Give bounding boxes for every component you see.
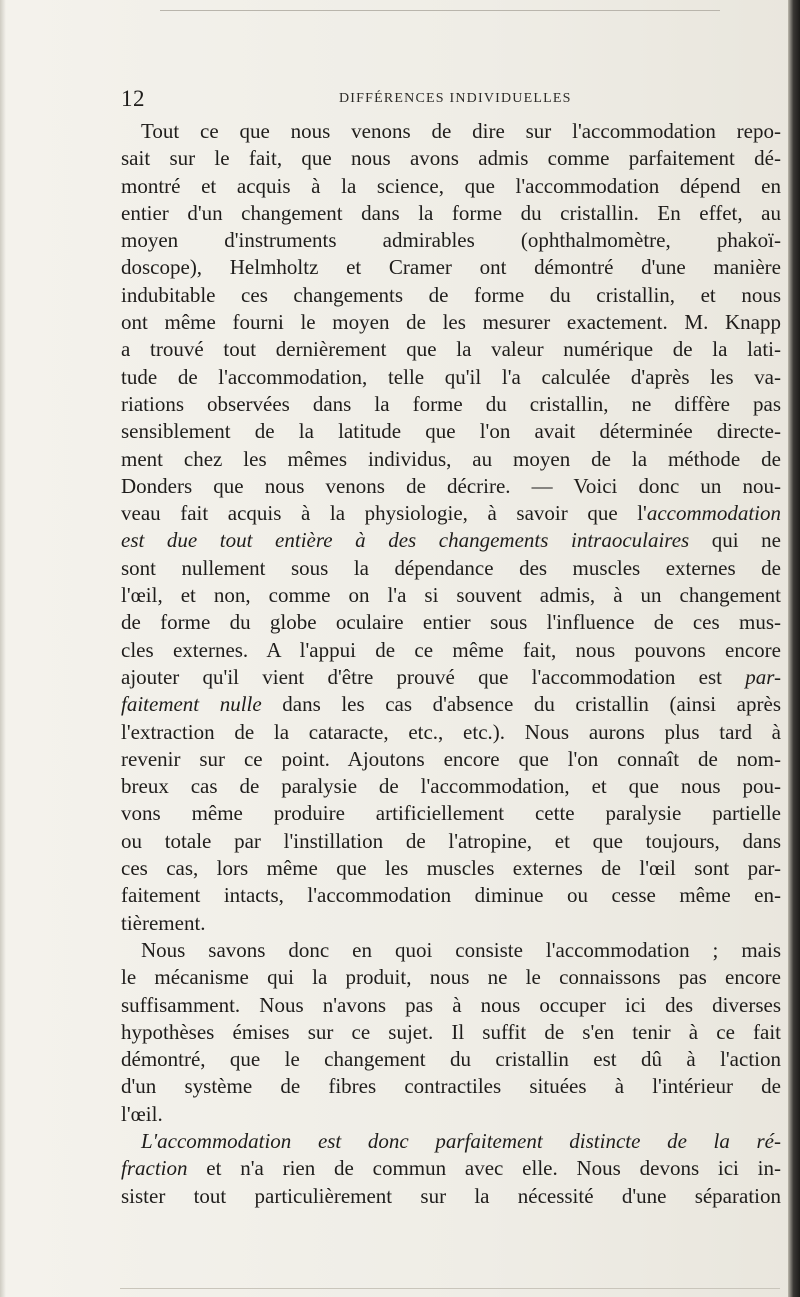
text-line: l'œil.	[121, 1101, 163, 1126]
text-line	[121, 691, 781, 718]
text-line: cles externes. A l'appui de ce même fait, nous pouvons encore	[121, 637, 781, 662]
text-line: doscope), Helmholtz et Cramer ont démontré d'une manière	[121, 255, 781, 280]
text-line: sait sur le fait, que nous avons admis comme parfaitement dé-	[121, 146, 781, 171]
book-binding-edge	[788, 0, 800, 1297]
text-line: ont même fourni le moyen de les mesurer exactement. M. Knapp	[121, 310, 781, 335]
text-line: a trouvé tout dernièrement que la valeur numérique de la lati-	[121, 337, 781, 362]
page-number: 12	[121, 86, 145, 111]
text-line: indubitable ces changements de forme du cristallin, et nous	[121, 282, 781, 307]
text-line: faitement intacts, l'accommodation diminue ou cesse même en-	[121, 883, 781, 908]
text-line: hypothèses émises sur ce sujet. Il suffit de s'en tenir à ce fait	[121, 1019, 781, 1044]
text-line: de forme du globe oculaire entier sous l'influence de ces mus-	[121, 610, 781, 635]
text-line: sont nullement sous la dépendance des muscles externes de	[121, 555, 781, 580]
text-line: ces cas, lors même que les muscles externes de l'œil sont par-	[121, 856, 781, 881]
text-line: l'extraction de la cataracte, etc., etc.). Nous aurons plus tard à	[121, 719, 781, 744]
text-line: ment chez les mêmes individus, au moyen de la méthode de	[121, 446, 781, 471]
text-segment: ajouter qu'il vient d'être prouvé que l'accommodation est	[121, 664, 746, 689]
italic-phrase: L'accommodation est donc parfaitement distincte de la ré-	[141, 1128, 781, 1153]
text-segment: qui ne	[689, 528, 781, 553]
text-line: tude de l'accommodation, telle qu'il l'a calculée d'après les va-	[121, 364, 781, 389]
bottom-rule	[120, 1288, 780, 1289]
text-segment: veau fait acquis à la physiologie, à savoir que l'	[121, 501, 647, 526]
text-line	[121, 1155, 781, 1182]
text-line: sensiblement de la latitude que l'on avait déterminée directe-	[121, 419, 781, 444]
text-line: moyen d'instruments admirables (ophthalmomètre, phakoï-	[121, 228, 781, 253]
text-line: suffisamment. Nous n'avons pas à nous occuper ici des diverses	[121, 992, 781, 1017]
text-line: vons même produire artificiellement cette paralysie partielle	[121, 801, 781, 826]
text-line: montré et acquis à la science, que l'accommodation dépend en	[121, 173, 781, 198]
text-line: sister tout particulièrement sur la nécessité d'une séparation	[121, 1183, 781, 1208]
body-text	[121, 118, 781, 1210]
italic-phrase: fraction	[121, 1156, 188, 1181]
text-line	[121, 500, 781, 527]
text-line: Nous savons donc en quoi consiste l'accommodation ; mais	[141, 937, 781, 962]
text-line: Tout ce que nous venons de dire sur l'accommodation repo-	[141, 119, 781, 143]
text-line	[121, 527, 781, 554]
text-line: riations observées dans la forme du cristallin, ne diffère pas	[121, 391, 781, 416]
text-line	[121, 664, 781, 691]
text-line: d'un système de fibres contractiles situées à l'intérieur de	[121, 1074, 781, 1099]
text-line: ou totale par l'instillation de l'atropine, et que toujours, dans	[121, 828, 781, 853]
text-line: entier d'un changement dans la forme du cristallin. En effet, au	[121, 200, 781, 225]
text-line: le mécanisme qui la produit, nous ne le connaissons pas encore	[121, 965, 781, 990]
text-line: revenir sur ce point. Ajoutons encore que l'on connaît de nom-	[121, 746, 781, 771]
running-title: DIFFÉRENCES INDIVIDUELLES	[339, 91, 572, 106]
italic-phrase: accommodation	[646, 501, 781, 526]
text-line: l'œil, et non, comme on l'a si souvent admis, à un changement	[121, 583, 781, 608]
text-line: tièrement.	[121, 910, 206, 935]
text-line: démontré, que le changement du cristallin est dû à l'action	[121, 1047, 781, 1072]
text-segment: dans les cas d'absence du cristallin (ainsi après	[261, 692, 781, 717]
top-rule	[160, 10, 720, 11]
text-segment: et n'a rien de commun avec elle. Nous devons ici in-	[187, 1156, 781, 1181]
italic-phrase: faitement nulle	[121, 692, 262, 717]
text-line	[121, 1128, 781, 1155]
italic-phrase: par-	[745, 664, 781, 689]
running-head	[121, 86, 781, 114]
text-line: Donders que nous venons de décrire. — Voici donc un nou-	[121, 473, 781, 498]
page-edge-shadow	[0, 0, 6, 1297]
text-line: breux cas de paralysie de l'accommodation, et que nous pou-	[121, 774, 781, 799]
italic-phrase: est due tout entière à des changements intraoculaires	[121, 528, 690, 553]
